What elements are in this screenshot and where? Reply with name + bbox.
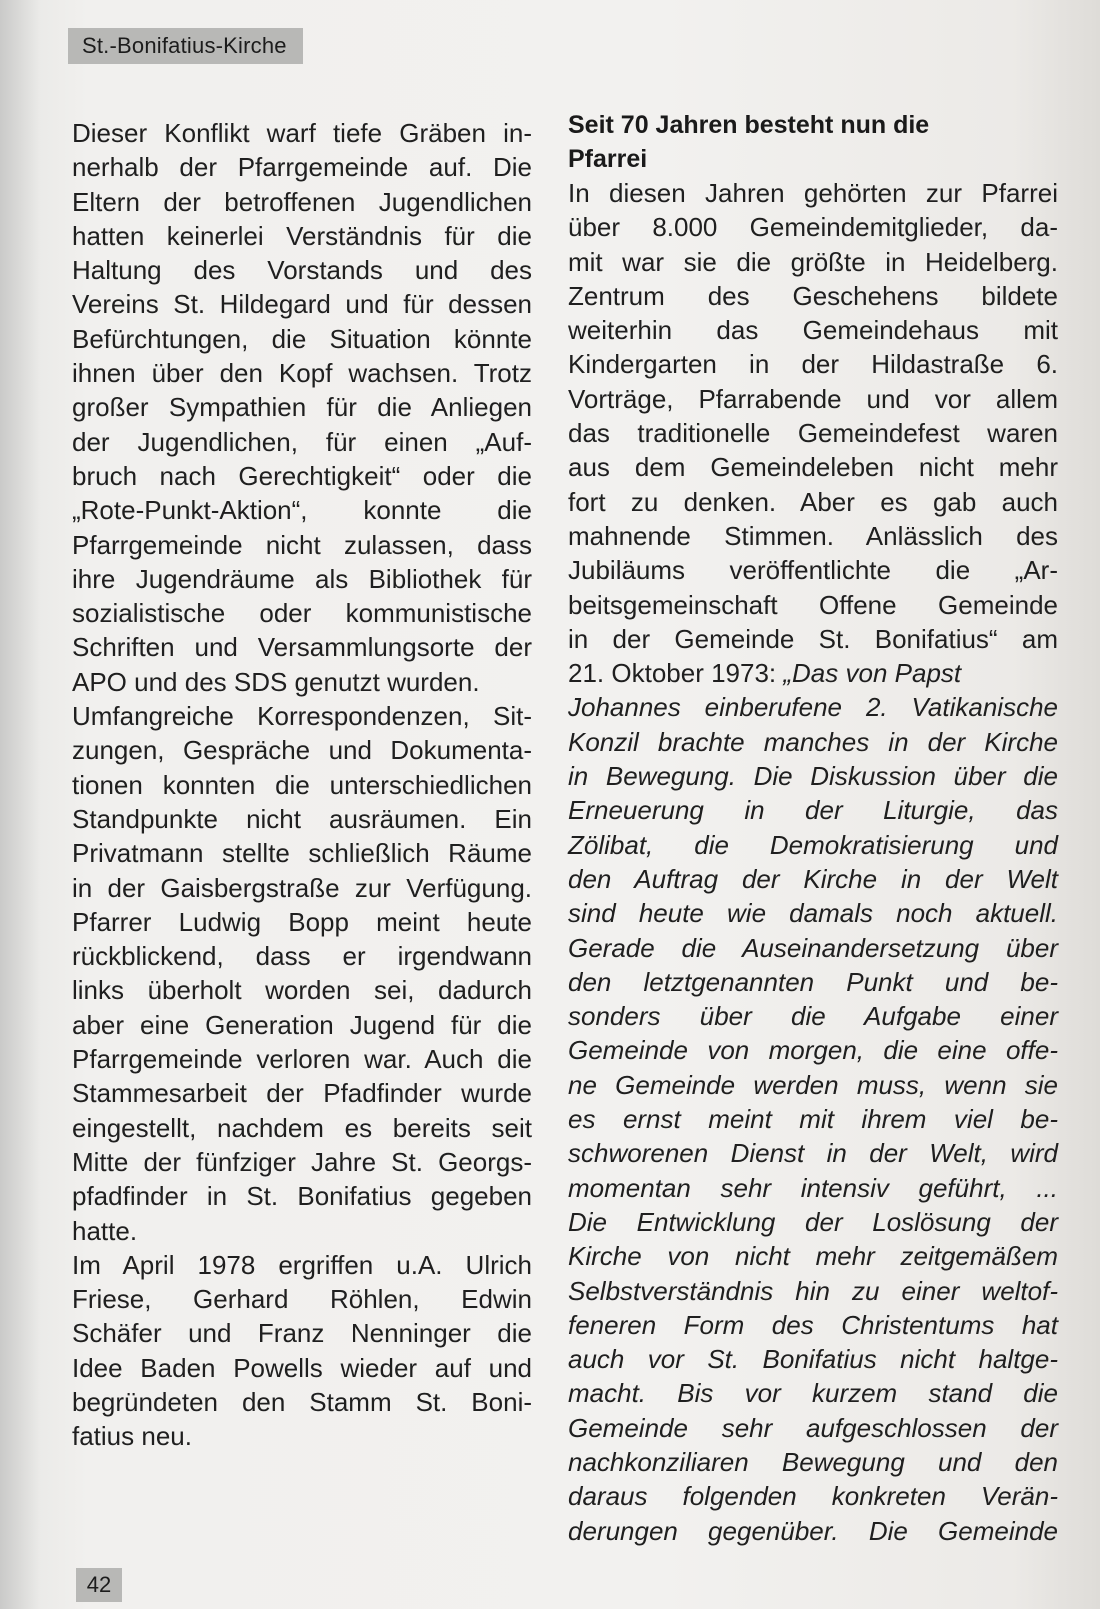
text-line: bruch nach Gerechtigkeit“ oder die <box>72 460 532 491</box>
text-line: Kindergarten in der Hildastraße 6. <box>568 349 1058 380</box>
text-line: Kirche von nicht mehr zeitgemäßem <box>568 1241 1058 1272</box>
text-line: fatius neu. <box>72 1421 192 1452</box>
text-line: mahnende Stimmen. Anlässlich des <box>568 520 1058 551</box>
left-text-column <box>72 116 532 1454</box>
text-line: ihnen über den Kopf wachsen. Trotz <box>72 358 532 389</box>
text-line: in Bewegung. Die Diskussion über die <box>568 761 1058 792</box>
text-line: tionen konnten die unterschiedlichen <box>72 769 532 800</box>
text-line: Idee Baden Powells wieder auf und <box>72 1352 532 1383</box>
text-line: Eltern der betroffenen Jugendlichen <box>72 186 532 217</box>
text-segment: 21. Oktober 1973: <box>568 658 784 689</box>
text-line: zungen, Gespräche und Dokumenta- <box>72 735 532 766</box>
text-line: ne Gemeinde werden muss, wenn sie <box>568 1069 1058 1100</box>
text-line: Pfarrer Ludwig Bopp meint heute <box>72 906 532 937</box>
text-line: Selbstverständnis hin zu einer weltof- <box>568 1275 1058 1306</box>
section-header-label: St.-Bonifatius-Kirche <box>82 33 287 58</box>
text-line: Erneuerung in der Liturgie, das <box>568 795 1058 826</box>
text-line: „Rote-Punkt-Aktion“, konnte die <box>72 495 532 526</box>
text-line: auch vor St. Bonifatius nicht haltge- <box>568 1344 1058 1375</box>
text-line: über 8.000 Gemeindemitglieder, da- <box>568 212 1058 243</box>
section-heading <box>568 108 1058 176</box>
text-line: momentan sehr intensiv geführt, ... <box>568 1172 1058 1203</box>
text-line: In diesen Jahren gehörten zur Pfarrei <box>568 178 1058 208</box>
text-line: feneren Form des Christentums hat <box>568 1309 1058 1340</box>
quote-start-segment: „Das von Papst <box>783 658 962 689</box>
text-line: Dieser Konflikt warf tiefe Gräben in- <box>72 118 532 148</box>
text-line: hatte. <box>72 1215 138 1246</box>
text-line: hatten keinerlei Verständnis für die <box>72 220 532 251</box>
text-line: daraus folgenden konkreten Verän- <box>568 1481 1058 1512</box>
text-line: aus dem Gemeindeleben nicht mehr <box>568 452 1058 483</box>
heading-line: Pfarrei <box>568 145 648 173</box>
text-line: Gerade die Auseinandersetzung über <box>568 932 1058 963</box>
text-line: das traditionelle Gemeindefest waren <box>568 418 1058 449</box>
section-header-tag <box>68 28 303 64</box>
text-line: derungen gegenüber. Die Gemeinde <box>568 1515 1058 1546</box>
text-line: begründeten den Stamm St. Boni- <box>72 1386 532 1417</box>
text-line: den Auftrag der Kirche in der Welt <box>568 863 1058 894</box>
text-line: der Jugendlichen, für einen „Auf- <box>72 426 532 457</box>
text-line: Konzil brachte manches in der Kirche <box>568 726 1058 757</box>
text-line: Schriften und Versammlungsorte der <box>72 632 532 663</box>
heading-line: Seit 70 Jahren besteht nun die <box>568 111 930 139</box>
text-line: Gemeinde von morgen, die eine offe- <box>568 1035 1058 1066</box>
text-line: in der Gemeinde St. Bonifatius“ am <box>568 623 1058 654</box>
text-line: Standpunkte nicht ausräumen. Ein <box>72 803 532 834</box>
text-line: mit war sie die größte in Heidelberg. <box>568 246 1058 277</box>
text-line: Befürchtungen, die Situation könnte <box>72 323 532 354</box>
right-column-body <box>568 176 1058 1548</box>
text-line: Vorträge, Pfarrabende und vor allem <box>568 383 1058 414</box>
text-line: in der Gaisbergstraße zur Verfügung. <box>72 872 532 903</box>
text-line: Haltung des Vorstands und des <box>72 255 532 286</box>
text-line: aber eine Generation Jugend für die <box>72 1009 532 1040</box>
page-number <box>76 1568 122 1602</box>
text-line: Zölibat, die Demokratisierung und <box>568 829 1058 860</box>
text-line: Jubiläums veröffentlichte die „Ar- <box>568 555 1058 586</box>
text-line: Pfarrgemeinde verloren war. Auch die <box>72 1044 532 1075</box>
text-line: schworenen Dienst in der Welt, wird <box>568 1138 1058 1169</box>
text-line: beitsgemeinschaft Offene Gemeinde <box>568 589 1058 620</box>
page-number-label: 42 <box>86 1572 112 1597</box>
text-line: fort zu denken. Aber es gab auch <box>568 486 1058 517</box>
text-line: sonders über die Aufgabe einer <box>568 1001 1058 1032</box>
text-line: Friese, Gerhard Röhlen, Edwin <box>72 1284 532 1315</box>
text-line: macht. Bis vor kurzem stand die <box>568 1378 1058 1409</box>
binding-shadow <box>0 0 40 1609</box>
text-line: nerhalb der Pfarrgemeinde auf. Die <box>72 152 532 183</box>
text-line: ihre Jugendräume als Bibliothek für <box>72 563 532 594</box>
text-line: sozialistische oder kommunistische <box>72 598 532 629</box>
text-line: nachkonziliaren Bewegung und den <box>568 1446 1058 1477</box>
text-line: Vereins St. Hildegard und für dessen <box>72 289 532 320</box>
text-line <box>568 656 1058 690</box>
text-line: es ernst meint mit ihrem viel be- <box>568 1104 1058 1135</box>
text-line: Im April 1978 ergriffen u.A. Ulrich <box>72 1249 532 1280</box>
text-line: Schäfer und Franz Nenninger die <box>72 1318 532 1349</box>
text-line: Umfangreiche Korrespondenzen, Sit- <box>72 701 532 732</box>
text-line: Gemeinde sehr aufgeschlossen der <box>568 1412 1058 1443</box>
text-line: rückblickend, dass er irgendwann <box>72 941 532 972</box>
text-line: Die Entwicklung der Loslösung der <box>568 1206 1058 1237</box>
text-line: links überholt worden sei, dadurch <box>72 975 532 1006</box>
text-line: eingestellt, nachdem es bereits seit <box>72 1112 532 1143</box>
text-line: Privatmann stellte schließlich Räume <box>72 838 532 869</box>
text-line: Zentrum des Geschehens bildete <box>568 280 1058 311</box>
text-line: Mitte der fünfziger Jahre St. Georgs- <box>72 1146 532 1177</box>
text-line: APO und des SDS genutzt wurden. <box>72 666 480 697</box>
text-line: sind heute wie damals noch aktuell. <box>568 898 1058 929</box>
text-line: weiterhin das Gemeindehaus mit <box>568 315 1058 346</box>
text-line: den letztgenannten Punkt und be- <box>568 966 1058 997</box>
text-line: Pfarrgemeinde nicht zulassen, dass <box>72 529 532 560</box>
text-line: großer Sympathien für die Anliegen <box>72 392 532 423</box>
text-line: Stammesarbeit der Pfadfinder wurde <box>72 1078 532 1109</box>
text-line: Johannes einberufene 2. Vatikanische <box>568 692 1058 723</box>
text-line: pfadfinder in St. Bonifatius gegeben <box>72 1181 532 1212</box>
right-text-column <box>568 108 1058 1548</box>
